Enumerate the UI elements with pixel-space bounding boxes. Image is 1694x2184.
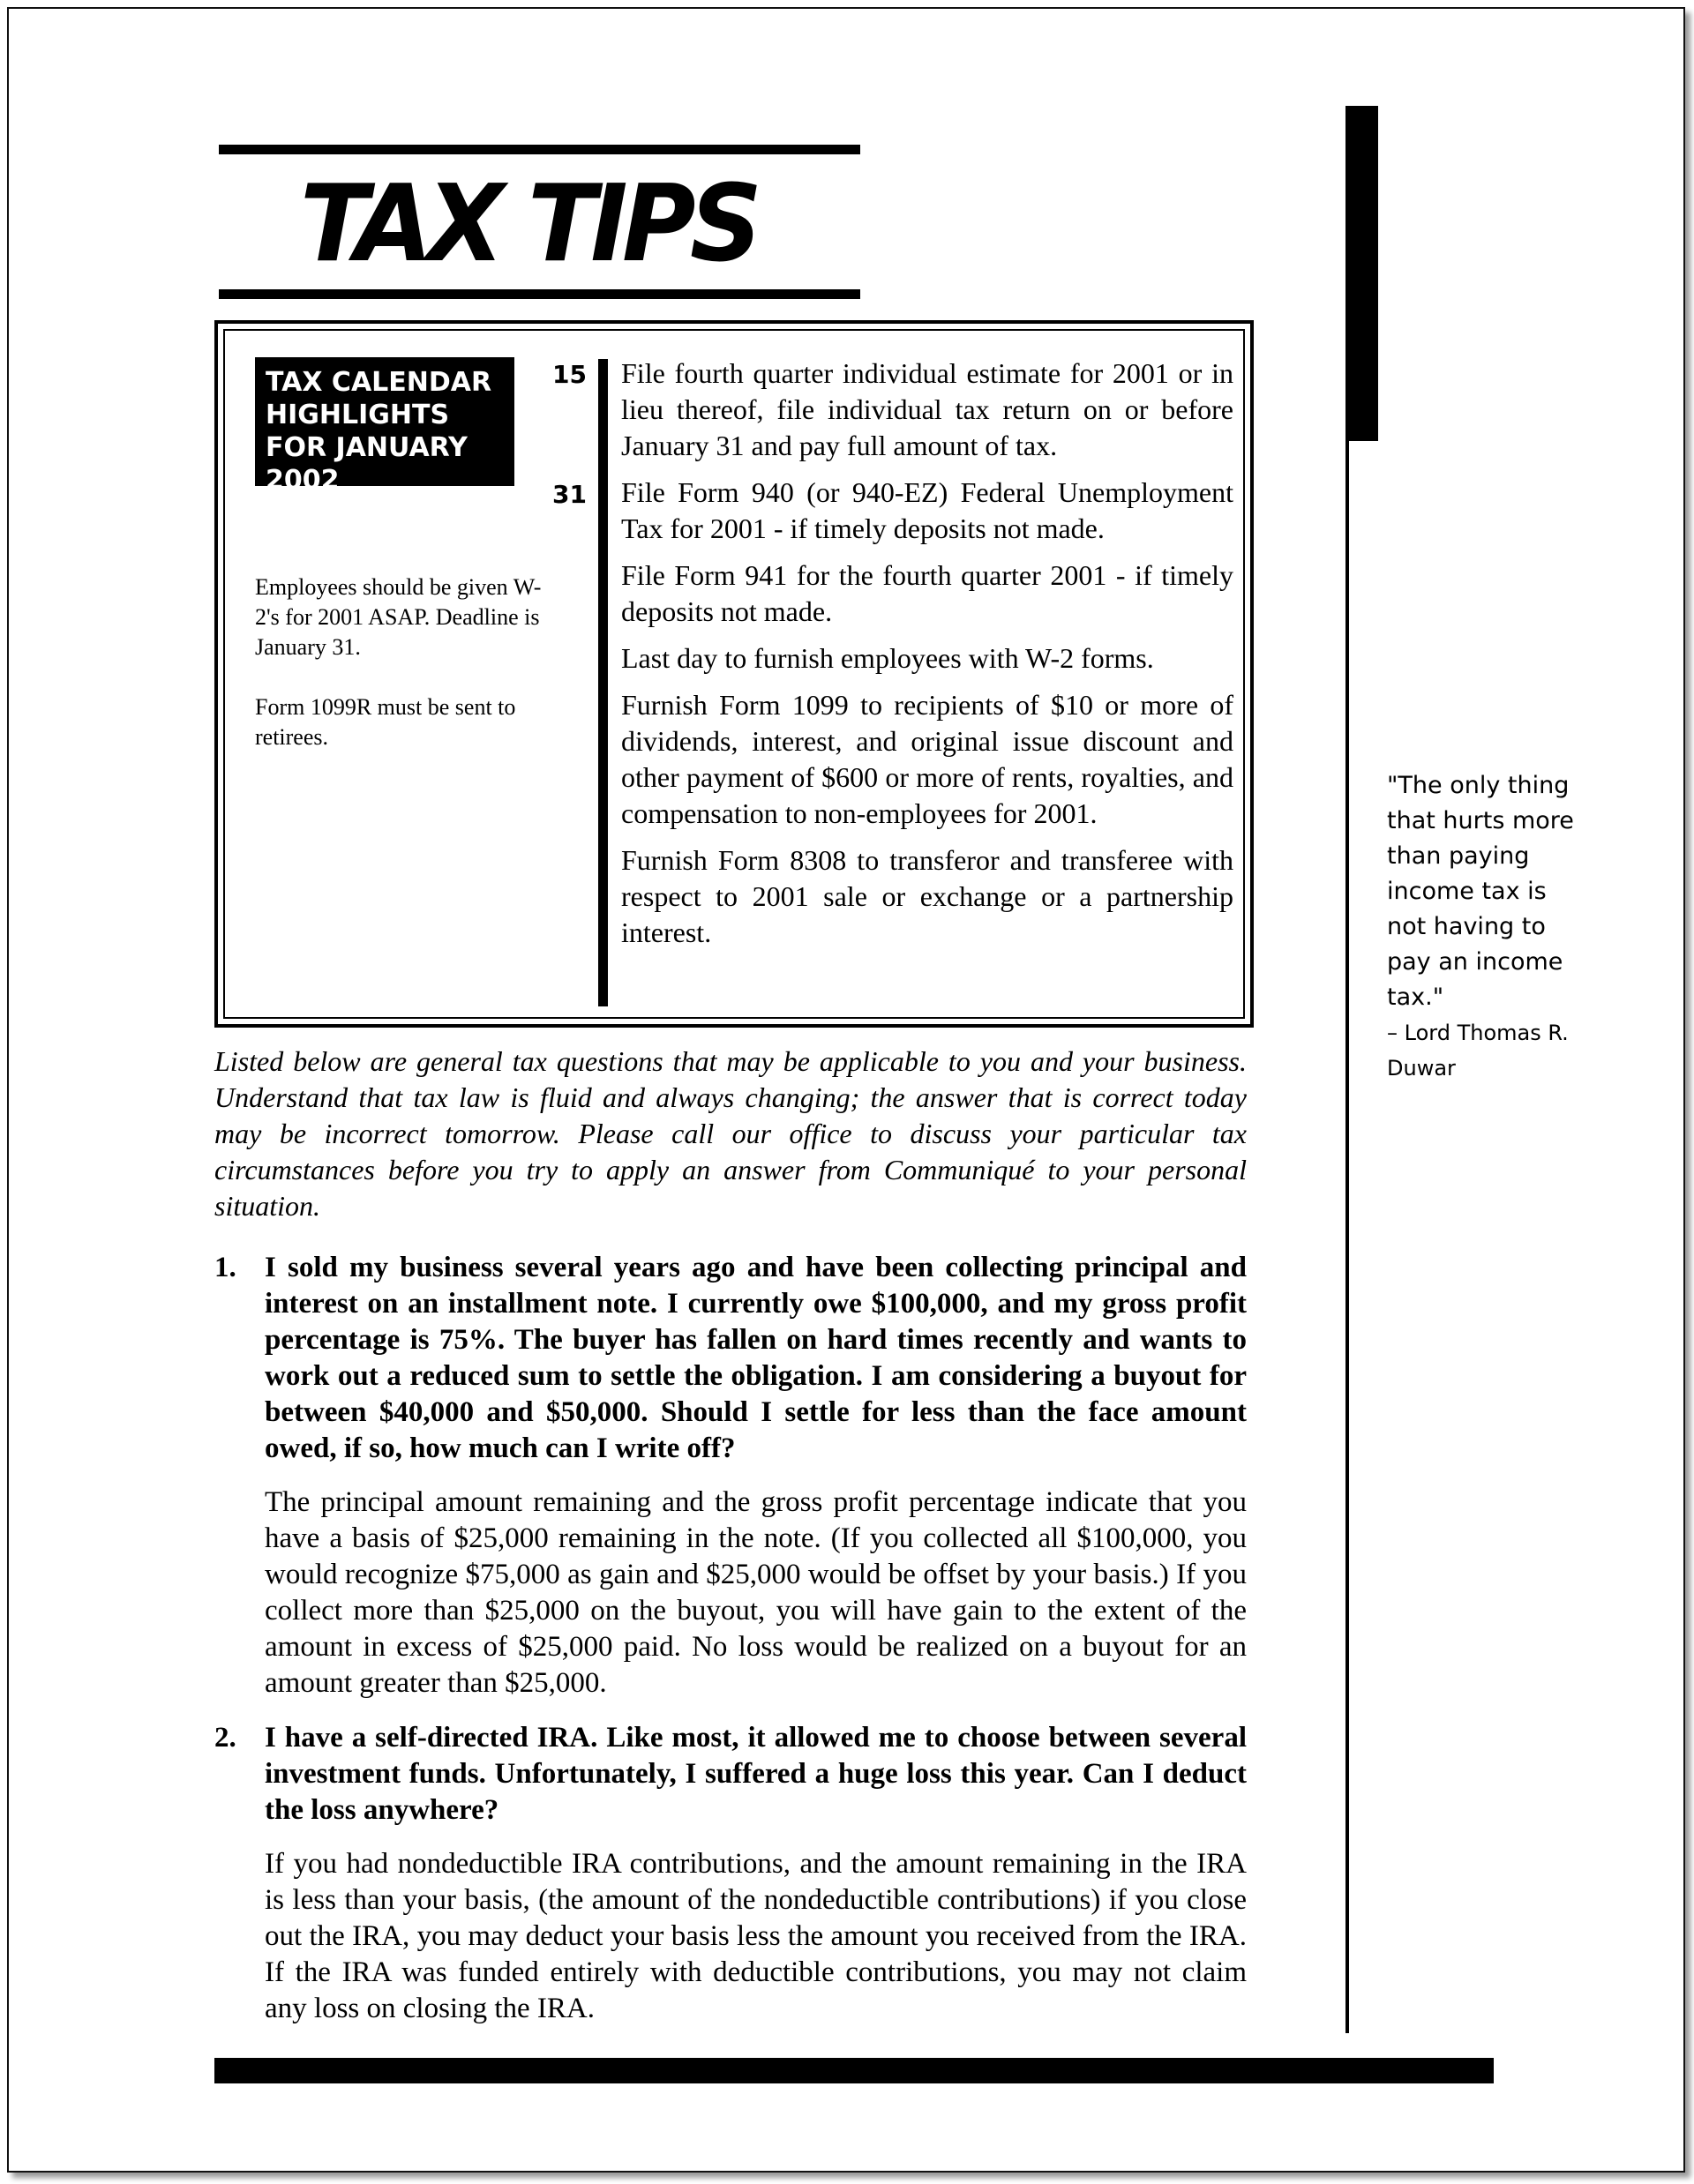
calendar-item: File Form 941 for the fourth quarter 2001 - if timely deposits not made. <box>621 559 1233 627</box>
calendar-item: Furnish Form 1099 to recipients of $10 or more of dividends, interest, and original issue discount and other payment of $600 or more of rents, royalties, and compensation to non-employees for 2001. <box>621 689 1233 829</box>
calendar-items-list <box>621 355 1233 961</box>
sidebar-thick-rule <box>1345 106 1378 441</box>
calendar-item: File Form 940 (or 940-EZ) Federal Unemployment Tax for 2001 - if timely deposits not made. <box>621 476 1233 544</box>
question-number: 2. <box>214 1722 236 1754</box>
footer-rule <box>214 2058 1494 2083</box>
calendar-day-15: 15 <box>552 360 587 389</box>
title-bottom-rule <box>219 289 860 299</box>
quote-text: "The only thing that hurts more than paying income tax is not having to pay an income tax." <box>1387 772 1574 1011</box>
intro-paragraph: Listed below are general tax questions that may be applicable to you and your business. Understand that tax law is fluid and always changing; the answer that is correct today may be incorrect tomorrow. Please call our office to discuss your particular tax circumstances before you try to apply an answer from Communiqué to your personal situation. <box>214 1045 1247 1222</box>
answer-text: If you had nondeductible IRA contributions, and the amount remaining in the IRA is less than your basis, (the amount of the nondeductible contributions) if you close out the IRA, you may deduct your basis less the amount you received from the IRA. If the IRA was funded entirely with deductible contributions, you may not claim any loss on closing the IRA. <box>265 1848 1247 2024</box>
tax-calendar-box <box>214 320 1254 1028</box>
quote-attribution: – Lord Thomas R. Duwar <box>1387 1021 1569 1081</box>
question-text: I have a self-directed IRA. Like most, it allowed me to choose between several investment funds. Unfortunately, I suffered a huge loss this year. Can I deduct the loss anywhere? <box>265 1722 1247 1826</box>
question-text: I sold my business several years ago and have been collecting principal and interest on an installment note. I currently owe $100,000, and my gross profit percentage is 75%. The buyer has fallen on hard times recently and wants to work out a reduced sum to settle the obligation. I am considering a buyout for between $40,000 and $50,000. Should I settle for less than the face amount owed, if so, how much can I write off? <box>265 1252 1247 1464</box>
tax-calendar-label: TAX CALENDAR HIGHLIGHTS FOR JANUARY 2002 <box>255 357 514 486</box>
tax-calendar-inner-frame <box>223 329 1245 1019</box>
question-number: 1. <box>214 1252 236 1283</box>
sidebar-thin-rule <box>1345 441 1349 2033</box>
page-title: TAX TIPS <box>300 163 757 286</box>
calendar-item: Furnish Form 8308 to transferor and transferee with respect to 2001 sale or exchange or a partnership interest. <box>621 844 1233 948</box>
answer-text: The principal amount remaining and the gross profit percentage indicate that you have a basis of $25,000 remaining in the note. (If you collected all $100,000, you would recognize $75,000 as gain and $25,000 would be offset by your basis.) If you collect more than $25,000 on the buyout, you will have gain to the extent of the amount in excess of $25,000 paid. No loss would be realized on a buyout for an amount greater than $25,000. <box>265 1486 1247 1699</box>
calendar-note-1099r: Form 1099R must be sent to retirees. <box>255 694 516 750</box>
calendar-note-w2: Employees should be given W-2's for 2001 ASAP. Deadline is January 31. <box>255 574 542 660</box>
calendar-day-31: 31 <box>552 480 587 509</box>
title-top-rule <box>219 145 860 154</box>
calendar-item: File fourth quarter individual estimate for 2001 or in lieu thereof, file individual tax return on or before January 31 and pay full amount of tax. <box>621 357 1233 461</box>
calendar-vertical-rule <box>598 359 608 1006</box>
sidebar-quote <box>1387 768 1590 1086</box>
calendar-item: Last day to furnish employees with W-2 forms. <box>621 642 1154 674</box>
